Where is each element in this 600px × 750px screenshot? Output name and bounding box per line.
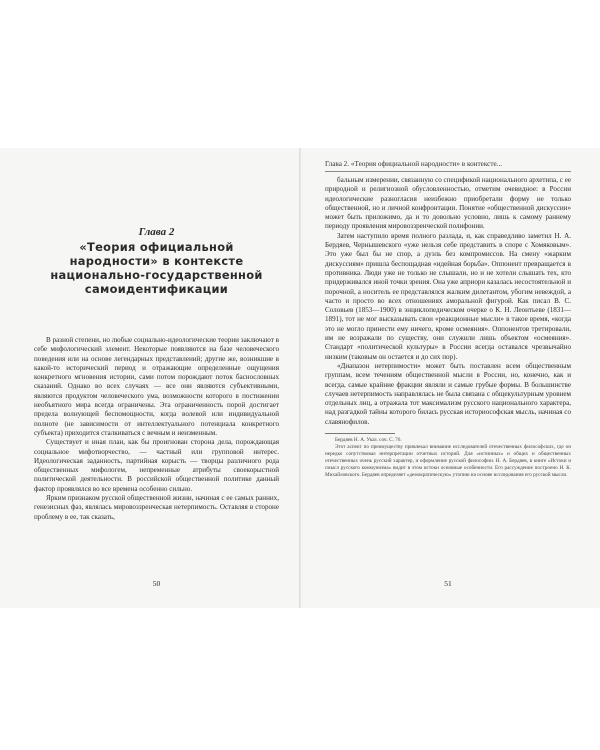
left-body-text bbox=[34, 336, 279, 522]
chapter-label: Глава 2 bbox=[138, 226, 175, 238]
chapter-title-line: народности» в контексте bbox=[69, 254, 244, 268]
chapter-heading bbox=[34, 226, 279, 296]
footnote-rule bbox=[325, 433, 395, 434]
footnote: Этот аспект по преимуществу привлекал внимание исследователей отечественных философских, где он нередко сопутствовал интерпретации отчетных историй. Для «истинных» и общих и общественных отечественных очень русский характер, и оформление русской философии. Н. А. Бердяев, в книге «Истоки и смысл русского коммунизма» видит в этом истоки основные особенности. Его рассуждение построено Н. К. Михайловского. Бердяев определяет «демократическую» утопию на основе исследования его русской мысли. bbox=[325, 443, 571, 478]
right-body-text bbox=[325, 176, 571, 427]
paragraph: Существует и иная план, как бы проигнован сторона дела, порождающая социальное мифотворчество, — частный или групповой интерес. Идеологическая заданность, партийная корысть — творцы различного рода общественных мифологем, непременные атрибуты своекорыстной политической деятельности. В российской общественной политике данный фактор проявлялся во все времена особенно сильно. bbox=[34, 438, 279, 493]
footnote: Бердяев Н. А. Указ. соч. С. 76. bbox=[335, 436, 402, 443]
page-number-right: 51 bbox=[444, 578, 452, 588]
paragraph: В разной степени, но любые социально-идеологические теории заключают в себе мифологический элемент. Некоторые появляются на базе человеческого поведения или на основе легендарных представлений; другие же, возникшие в какой-то исторический период и отражающие определенные ощущения конкретного мгновения истории, сами потом порождают поток баснословных сказаний. Однако во всех случаях — все они являются субъективными, являются продуктом человеческого ума, возможности которого в постижении необъятного мира всегда ограничены. Эта ограниченность порой достигает предела волнующей беспомощности, когда волевой или индивидуальной полноте (не зависимости от интеллектуального потенциала конкретного субъекта) приходится сталкиваться с вечным и неизменным. bbox=[34, 336, 279, 437]
paragraph: Ярким признаком русской общественной жизни, начиная с ее самых ранних, генезисных фаз, являлась мировоззренческая нетерпимость. Оставляя в стороне проблему в ее, так сказать, bbox=[34, 494, 279, 521]
chapter-title-line: национально-государственной bbox=[50, 268, 263, 282]
book-spine bbox=[299, 148, 301, 608]
running-head: Глава 2. «Теория официальной народности» в контексте... bbox=[325, 160, 571, 172]
right-page bbox=[325, 160, 571, 600]
page-number-left: 50 bbox=[152, 578, 161, 588]
chapter-title bbox=[34, 240, 279, 296]
chapter-title-line: самоидентификации bbox=[84, 282, 229, 296]
footnotes bbox=[325, 433, 571, 479]
left-page bbox=[34, 160, 279, 600]
paragraph: бальным измерении, связанную со спецификой национального архетипа, с ее природной и религиозной обусловленностью, отметим очевидное: в России идеологические разногласия неизбежно приобретали форму не только общественной, но и личной конфронтации. Понятие «общественной дискуссии» может быть приложимо, да и то довольно условно, лишь к самому раннему периоду проявления мировоззренческой полифонии. bbox=[325, 176, 571, 231]
chapter-title-line: «Теория официальной bbox=[79, 240, 234, 254]
paragraph: Затем наступило время полного разлада, и, как справедливо заметил Н. А. Бердяев, Чернышевского «уже нельзя себе представить в споре с Хомяковым». Это уже был бы не спор, а дуэль без компромиссов. На смену «жарким дискуссиям» пришла беспощадная «идейная борьба». Оппонент превращается в противника. Люди уже не только не слышали, но и не хотели слышать тех, кто придерживался иной точки зрения. Она уже априори казалась несостоятельной и порочной, а носитель ее представлялся жалким дилетантом, убогим невеждой, а часто и просто во всех отношениях аморальной фигурой. Как писал В. С. Соловьев (1853—1900) в энциклопедическом очерке о К. Н. Леонтьеве (1831—1891), тот не мог высказывать свои «реакционные мысли» в такое время, «когда это не могло принести ему ничего, кроме осмеяния». Оппонентов третировали, им не возражали по существу, они служили лишь объектом «осмеяния». Стандарт «политической культуры» в России всегда оставался чрезвычайно низким (таковым он остается и до сих пор). bbox=[325, 231, 571, 361]
paragraph: «Диапазон нетерпимости» может быть поставлен всем общественным группам, всем течениям общественной мысли в России, но, конечно, как и всегда, самые крайние фракции являли и самые грубые формы. В большинстве случаев нетерпимость направлялась не была связана с общекультурным уровнем отдельных лиц, а отражала тот максимализм русского национального характера, над разгадкой тайны которого билась русская историософская мысль, начиная со славянофилов. bbox=[325, 361, 571, 426]
